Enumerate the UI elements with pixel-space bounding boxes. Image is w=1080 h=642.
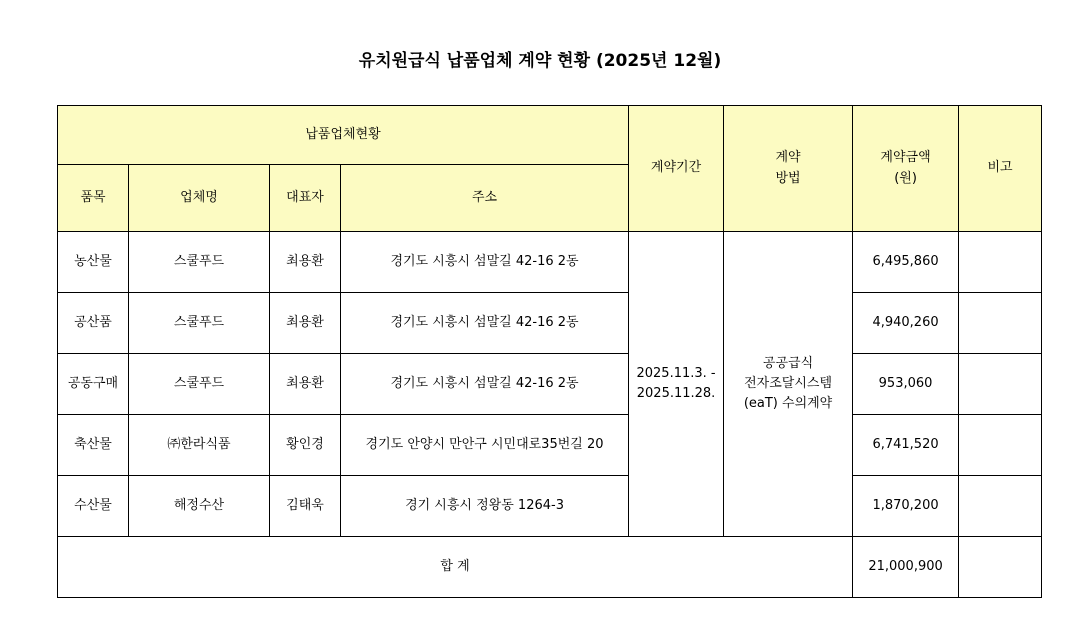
address-cell: 경기도 안양시 만안구 시민대로35번길 20 <box>341 415 629 476</box>
amount-cell: 6,495,860 <box>853 232 959 293</box>
amount-cell: 4,940,260 <box>853 293 959 354</box>
table-row <box>58 476 1042 537</box>
note-cell <box>959 354 1042 415</box>
contract-method-cell: 공공급식 전자조달시스템 (eaT) 수의계약 <box>724 232 853 537</box>
contract-table <box>57 105 1042 598</box>
table-row <box>58 293 1042 354</box>
header-contract-method: 계약 방법 <box>724 106 853 232</box>
address-cell: 경기도 시흥시 섬말길 42-16 2동 <box>341 232 629 293</box>
header-note: 비고 <box>959 106 1042 232</box>
table-row <box>58 354 1042 415</box>
note-cell <box>959 415 1042 476</box>
address-cell: 경기도 시흥시 섬말길 42-16 2동 <box>341 354 629 415</box>
table-row <box>58 415 1042 476</box>
header-representative: 대표자 <box>270 165 341 232</box>
note-cell <box>959 476 1042 537</box>
total-amount: 21,000,900 <box>853 537 959 598</box>
representative-cell: 최용환 <box>270 232 341 293</box>
item-cell: 농산물 <box>58 232 129 293</box>
total-label: 합 계 <box>58 537 853 598</box>
header-contract-period: 계약기간 <box>629 106 724 232</box>
page-title: 유치원급식 납품업체 계약 현황 (2025년 12월) <box>358 51 722 71</box>
company-cell: 스쿨푸드 <box>129 232 270 293</box>
item-cell: 축산물 <box>58 415 129 476</box>
company-cell: 스쿨푸드 <box>129 354 270 415</box>
company-cell: 스쿨푸드 <box>129 293 270 354</box>
amount-cell: 6,741,520 <box>853 415 959 476</box>
total-row <box>58 537 1042 598</box>
note-cell <box>959 232 1042 293</box>
address-cell: 경기 시흥시 정왕동 1264-3 <box>341 476 629 537</box>
contract-period-cell: 2025.11.3. - 2025.11.28. <box>629 232 724 537</box>
address-cell: 경기도 시흥시 섬말길 42-16 2동 <box>341 293 629 354</box>
note-cell <box>959 537 1042 598</box>
header-supplier-status: 납품업체현황 <box>58 106 629 165</box>
header-address: 주소 <box>341 165 629 232</box>
item-cell: 공동구매 <box>58 354 129 415</box>
table-row <box>58 232 1042 293</box>
amount-cell: 1,870,200 <box>853 476 959 537</box>
item-cell: 수산물 <box>58 476 129 537</box>
header-contract-amount: 계약금액 (원) <box>853 106 959 232</box>
representative-cell: 황인경 <box>270 415 341 476</box>
item-cell: 공산품 <box>58 293 129 354</box>
representative-cell: 김태욱 <box>270 476 341 537</box>
header-item: 품목 <box>58 165 129 232</box>
company-cell: ㈜한라식품 <box>129 415 270 476</box>
note-cell <box>959 293 1042 354</box>
representative-cell: 최용환 <box>270 354 341 415</box>
representative-cell: 최용환 <box>270 293 341 354</box>
company-cell: 해정수산 <box>129 476 270 537</box>
header-company: 업체명 <box>129 165 270 232</box>
amount-cell: 953,060 <box>853 354 959 415</box>
